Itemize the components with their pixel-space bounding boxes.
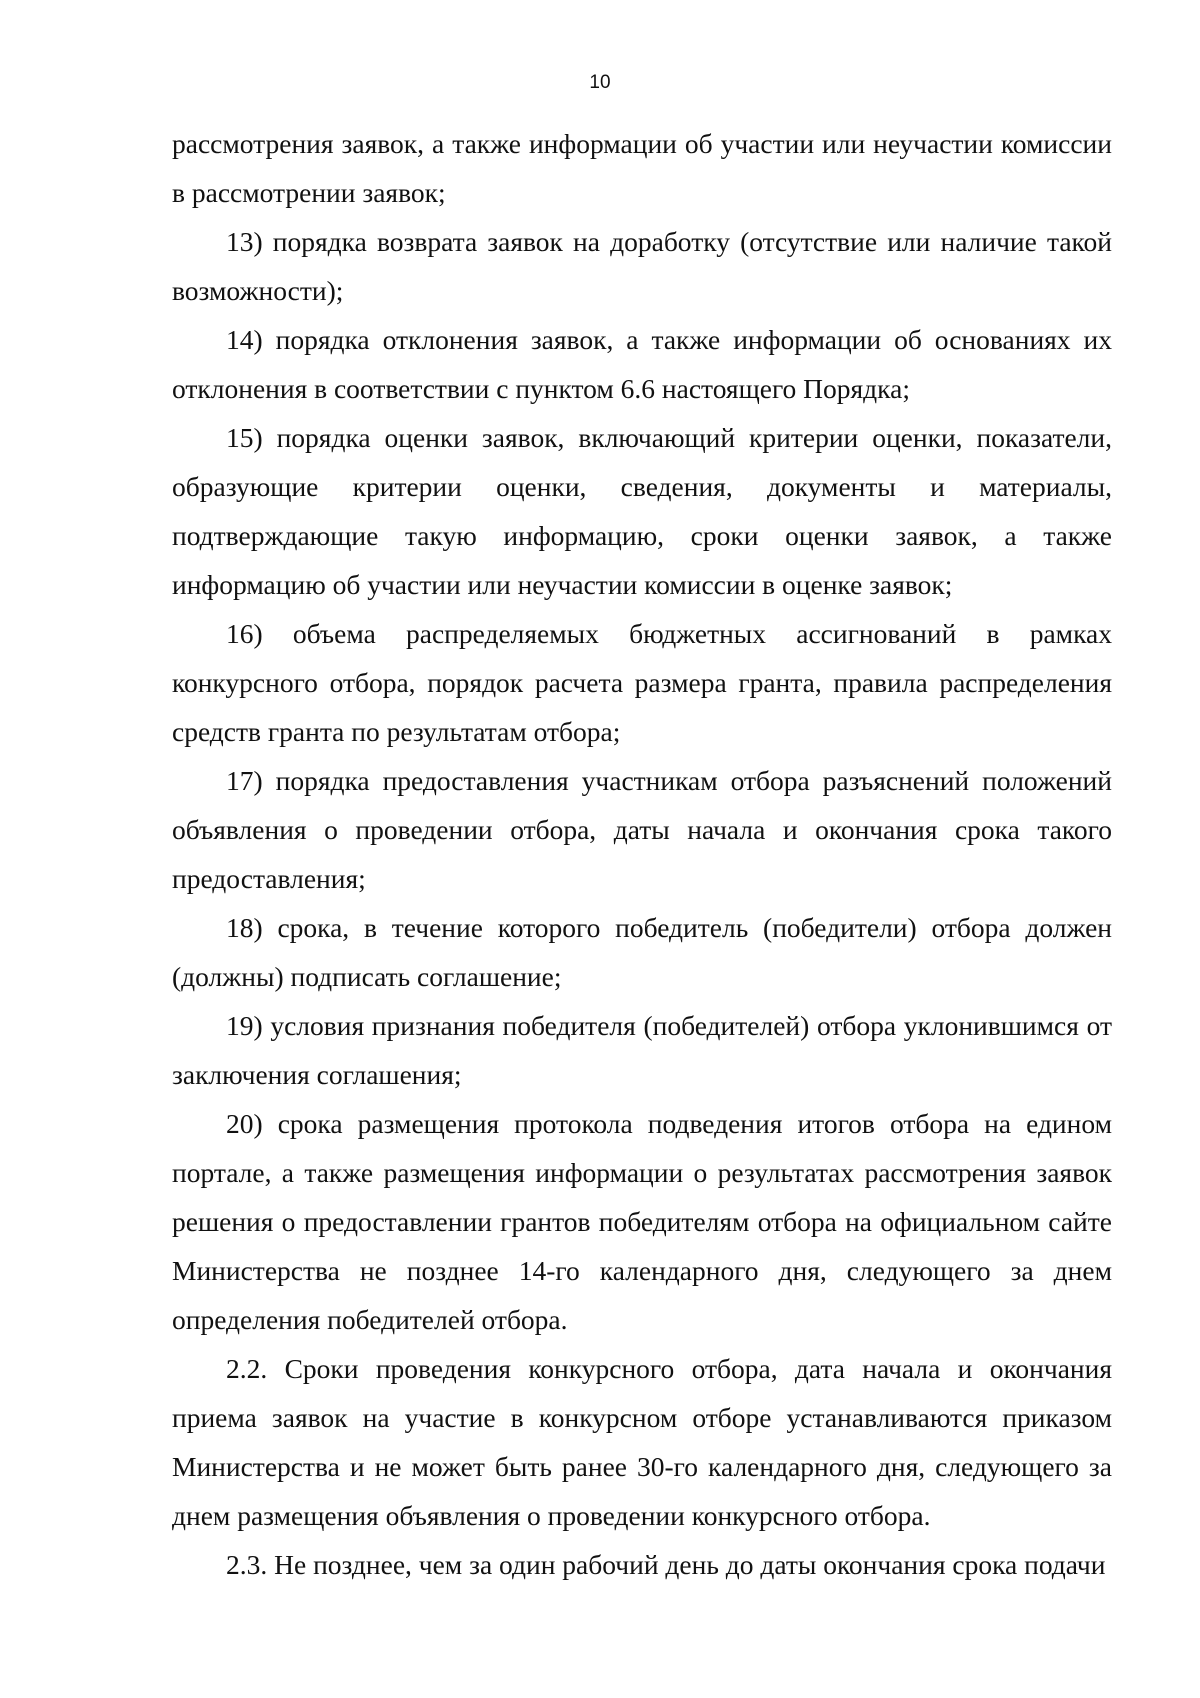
list-item-20: 20) срока размещения протокола подведения итогов отбора на едином портале, а также размещения информации о результатах рассмотрения заявок решения о предоставлении грантов победителям отбора на официальном сайте Министерства не позднее 14-го календарного дня, следующего за днем определения победителей отбора. [172,1108,1112,1335]
page-number: 10 [589,72,611,93]
paragraph-continuation: рассмотрения заявок, а также информации об участии или неучастии комиссии в рассмотрении заявок; [172,128,1112,208]
list-item-15: 15) порядка оценки заявок, включающий критерии оценки, показатели, образующие критерии оценки, сведения, документы и материалы, подтверждающие такую информацию, сроки оценки заявок, а также информацию об участии или неучастии комиссии в оценке заявок; [172,422,1112,600]
section-2-2: 2.2. Сроки проведения конкурсного отбора, дата начала и окончания приема заявок на участие в конкурсном отборе устанавливаются приказом Министерства и не может быть ранее 30-го календарного дня, следующего за днем размещения объявления о проведении конкурсного отбора. [172,1353,1112,1531]
list-item-16: 16) объема распределяемых бюджетных ассигнований в рамках конкурсного отбора, порядок расчета размера гранта, правила распределения средств гранта по результатам отбора; [172,618,1112,747]
section-2-3: 2.3. Не позднее, чем за один рабочий день до даты окончания срока подачи [226,1549,1106,1580]
document-body [172,119,1112,1589]
list-item-19: 19) условия признания победителя (победителей) отбора уклонившимся от заключения соглашения; [172,1010,1112,1090]
list-item-13: 13) порядка возврата заявок на доработку (отсутствие или наличие такой возможности); [172,226,1112,306]
list-item-17: 17) порядка предоставления участникам отбора разъяснений положений объявления о проведении отбора, даты начала и окончания срока такого предоставления; [172,765,1112,894]
list-item-18: 18) срока, в течение которого победитель (победители) отбора должен (должны) подписать соглашение; [172,912,1112,992]
list-item-14: 14) порядка отклонения заявок, а также информации об основаниях их отклонения в соответствии с пунктом 6.6 настоящего Порядка; [172,324,1112,404]
